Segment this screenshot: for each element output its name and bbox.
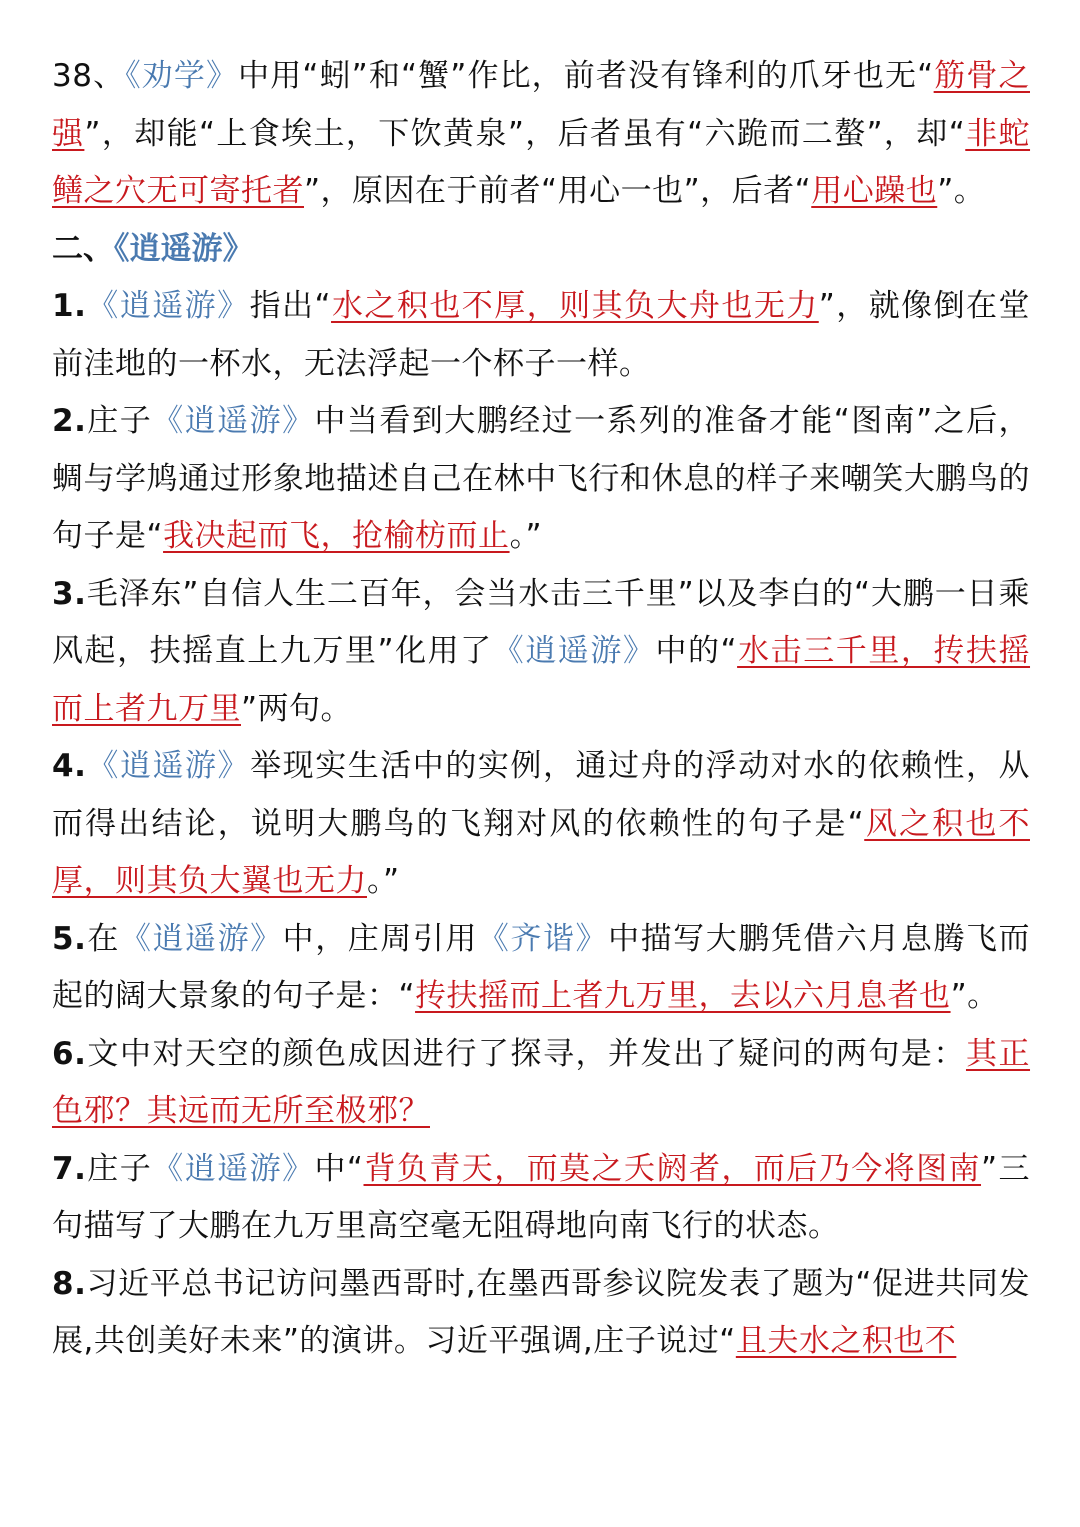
item-number: 5. — [52, 920, 87, 957]
body-text: 。” — [509, 518, 543, 554]
body-text: 指出“ — [249, 288, 332, 324]
item-number: 4. — [52, 748, 87, 784]
item-number: 8. — [52, 1265, 87, 1302]
section-title: 《逍遥游》 — [114, 230, 254, 267]
section-heading — [52, 221, 1030, 279]
body-text: 中，庄周引用 — [282, 920, 478, 957]
book-title: 《逍遥游》 — [492, 633, 656, 669]
answer-text: 水之积也不厚，则其负大舟也无力 — [331, 288, 819, 324]
item-8 — [52, 1256, 1030, 1371]
body-text: ”。 — [937, 173, 986, 209]
answer-text: 用心躁也 — [811, 173, 938, 209]
answer-text: 抟扶摇而上者九万里，去以六月息者也 — [415, 978, 951, 1014]
body-text: 中描写大鹏凭借六月息腾飞而起的阔大景象的句子是：“ — [52, 920, 1031, 1014]
body-text: 毛泽东”自信人生二百年，会当水击三千里”以及李白的“大鹏一日乘风起，扶摇直上九万里”化用了 — [52, 575, 1030, 669]
answer-text: 且夫水之积也不 — [735, 1323, 957, 1359]
section-number: 二、 — [52, 230, 114, 267]
item-6 — [52, 1026, 1030, 1141]
paragraph-38 — [52, 48, 1030, 221]
item-number: 6. — [52, 1035, 87, 1072]
book-title: 《逍遥游》 — [152, 1150, 315, 1187]
body-text: ”三句描写了大鹏在九万里高空毫无阻碍地向南飞行的状态。 — [52, 1150, 1031, 1244]
body-text: ”，却能“上食埃土，下饮黄泉”，后者虽有“六跪而二螯”，却“ — [84, 115, 966, 152]
body-text: ”。 — [950, 978, 999, 1014]
item-number: 7. — [52, 1150, 87, 1187]
answer-text: 水击三千里，抟扶摇而上者九万里 — [52, 633, 1031, 727]
answer-text: 风之积也不厚，则其负大翼也无力 — [52, 805, 1030, 899]
book-title: 《逍遥游》 — [86, 288, 250, 324]
answer-text: 其正色邪？其远而无所至极邪？ — [52, 1035, 1031, 1129]
body-text: 在 — [86, 920, 120, 957]
body-text: ”，就像倒在堂前洼地的一杯水，无法浮起一个杯子一样。 — [52, 288, 1031, 382]
item-number: 3. — [52, 575, 87, 612]
item-5 — [52, 911, 1030, 1026]
body-text: ”两句。 — [241, 690, 353, 727]
body-text: ”，原因在于前者“用心一也”，后者“ — [304, 173, 812, 209]
answer-text: 我决起而飞，抢榆枋而止 — [163, 518, 510, 554]
body-text: 中“ — [314, 1150, 364, 1187]
body-text: 庄子 — [86, 403, 153, 439]
body-text: 文中对天空的颜色成因进行了探寻，并发出了疑问的两句是： — [86, 1035, 966, 1072]
answer-text: 非蛇鳝之穴无可寄托者 — [52, 115, 1031, 209]
item-4 — [52, 738, 1030, 911]
book-title: 《逍遥游》 — [86, 748, 251, 784]
item-3 — [52, 566, 1030, 739]
body-text: 中的“ — [655, 633, 738, 669]
item-2 — [52, 393, 1030, 566]
body-text: 庄子 — [86, 1150, 153, 1187]
item-1 — [52, 278, 1030, 393]
book-title: 《逍遥游》 — [119, 920, 283, 957]
book-title: 《逍遥游》 — [152, 403, 315, 439]
body-text: 中当看到大鹏经过一系列的准备才能“图南”之后，蜩与学鸠通过形象地描述自己在林中飞行和休息的样子来嘲笑大鹏鸟的句子是“ — [52, 403, 1031, 554]
item-number: 38、 — [52, 58, 126, 94]
body-text: 举现实生活中的实例，通过舟的浮动对水的依赖性，从而得出结论，说明大鹏鸟的飞翔对风的依赖性的句子是“ — [52, 748, 1031, 842]
answer-text: 筋骨之强 — [52, 58, 1030, 152]
book-title: 《劝学》 — [125, 58, 239, 94]
item-number: 2. — [52, 403, 87, 439]
item-number: 1. — [52, 288, 87, 324]
book-title: 《齐谐》 — [477, 920, 609, 957]
body-text: 。” — [367, 863, 400, 899]
answer-text: 背负青天，而莫之夭阏者，而后乃今将图南 — [363, 1150, 982, 1187]
body-text: 中用“蚓”和“蟹”作比，前者没有锋利的爪牙也无“ — [238, 58, 934, 94]
item-7 — [52, 1141, 1030, 1256]
body-text: 习近平总书记访问墨西哥时,在墨西哥参议院发表了题为“促进共同发展,共创美好未来”的演讲。习近平强调,庄子说过“ — [52, 1265, 1030, 1359]
